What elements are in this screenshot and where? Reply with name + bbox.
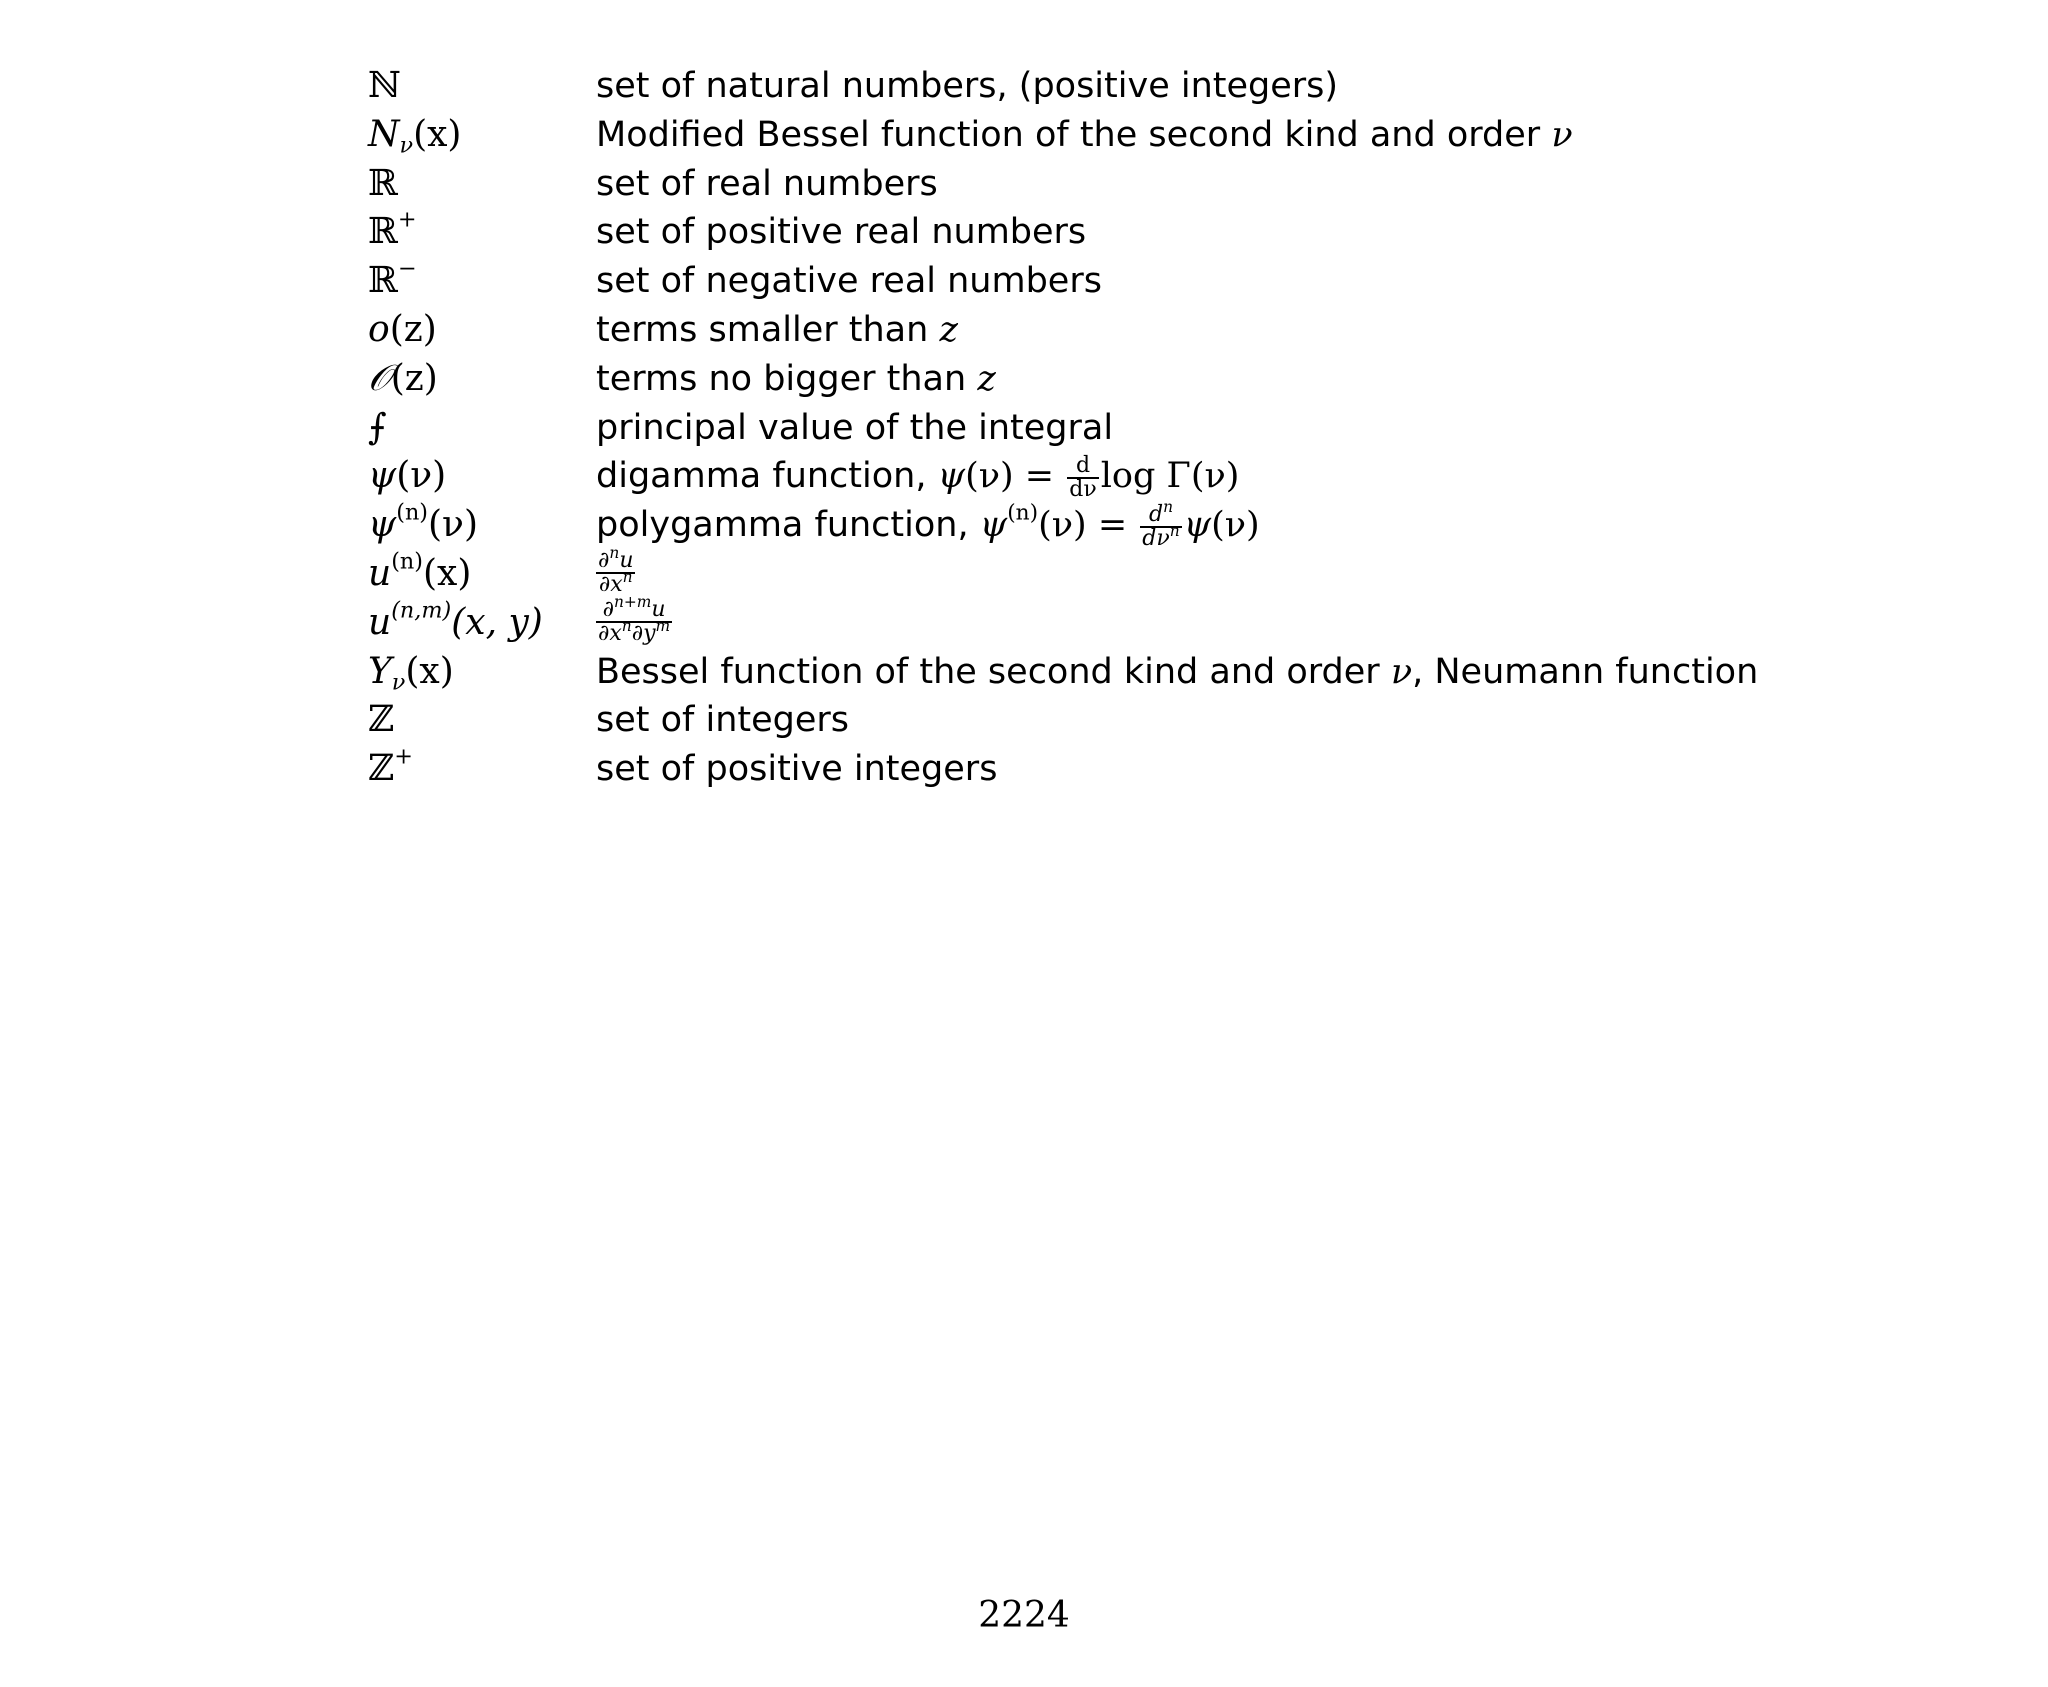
definition-text: polygamma function, — [596, 505, 969, 546]
definition-mixed-partial — [596, 592, 674, 646]
glossary-row-modified-bessel — [368, 111, 1708, 160]
symbol-superscript: (n) — [391, 548, 423, 575]
math-argument: (ν) — [1211, 505, 1260, 546]
definition-text: Bessel function of the second kind and order — [596, 651, 1380, 692]
definition-text: terms smaller than — [596, 309, 929, 350]
symbol-positive-integers — [368, 743, 413, 791]
glossary-row-principal-value — [368, 404, 1708, 453]
definition-text: digamma function, — [596, 456, 927, 497]
definition-big-o — [596, 357, 996, 401]
fraction-partial-x: ∂x — [598, 620, 622, 646]
fraction-exponent: n — [1169, 521, 1180, 540]
fraction-u: u — [651, 596, 666, 622]
glossary-row-real-numbers — [368, 160, 1708, 209]
symbol-polygamma — [368, 499, 478, 547]
fraction-d-nu: dν — [1142, 525, 1170, 551]
fraction-denominator: dν — [1069, 476, 1097, 502]
symbol-nth-derivative — [368, 548, 472, 596]
definition-positive-reals: set of positive real numbers — [596, 212, 1087, 253]
math-argument: (ν) — [965, 456, 1014, 497]
symbol-mixed-partial — [368, 597, 543, 645]
math-fraction — [1067, 452, 1098, 502]
definition-math: z — [939, 309, 958, 350]
math-fraction — [596, 543, 635, 597]
fraction-partial: ∂ — [598, 547, 610, 573]
symbol-argument: (x) — [413, 113, 462, 155]
symbol-text: ℝ — [368, 211, 398, 253]
symbol-natural-numbers — [368, 64, 401, 108]
math-fraction — [596, 592, 672, 646]
fraction-exponent: n — [1163, 497, 1173, 516]
symbol-superscript: + — [394, 743, 413, 770]
fraction-u: u — [619, 547, 634, 573]
symbol-superscript: + — [397, 206, 417, 233]
glossary-row-integers — [368, 696, 1708, 745]
definition-modified-bessel — [596, 113, 1573, 157]
definition-math — [937, 452, 1240, 502]
symbol-superscript: (n) — [396, 499, 429, 526]
symbol-argument: (x, y) — [451, 601, 543, 643]
glossary-row-big-o — [368, 355, 1708, 404]
glossary-row-digamma — [368, 452, 1708, 501]
symbol-subscript: ν — [399, 132, 414, 159]
glossary-row-polygamma — [368, 497, 1708, 551]
definition-text: terms no bigger than — [596, 358, 967, 399]
definition-suffix: , Neumann function — [1412, 651, 1759, 692]
symbol-digamma — [368, 454, 446, 498]
definition-math — [979, 497, 1260, 551]
math-log-gamma: log Γ — [1100, 456, 1191, 497]
glossary-row-nth-derivative — [368, 543, 1708, 599]
symbol-superscript: (n,m) — [391, 597, 452, 624]
symbol-real-numbers — [368, 162, 398, 206]
symbol-bessel-second-kind — [368, 650, 454, 694]
symbol-principal-value — [368, 406, 387, 450]
definition-positive-integers: set of positive integers — [596, 749, 998, 790]
symbol-text: Y — [368, 650, 392, 692]
symbol-negative-reals — [368, 255, 417, 303]
glossary-row-mixed-partial — [368, 592, 1708, 648]
symbol-text: ℝ — [368, 162, 398, 204]
definition-little-o — [596, 308, 958, 352]
symbol-modified-bessel — [368, 113, 461, 157]
definition-math: ν — [1390, 651, 1413, 692]
definition-real-numbers: set of real numbers — [596, 163, 938, 204]
fraction-exponent: n+m — [613, 592, 652, 611]
definition-math: z — [977, 358, 996, 399]
symbol-text: u — [368, 552, 392, 594]
symbol-text: ℤ — [368, 699, 395, 741]
fraction-partial-x: ∂x — [598, 571, 623, 597]
glossary-row-natural-numbers — [368, 62, 1708, 111]
glossary-row-little-o — [368, 306, 1708, 355]
symbol-text: ⨍ — [368, 406, 387, 448]
symbol-argument: (x) — [405, 650, 454, 692]
symbol-text: N — [368, 113, 400, 155]
fraction-d: d — [1148, 501, 1164, 527]
notation-glossary — [368, 62, 1759, 794]
symbol-big-o — [368, 357, 438, 401]
definition-polygamma — [596, 497, 1260, 551]
glossary-row-positive-integers — [368, 745, 1708, 794]
symbol-argument: (ν) — [396, 455, 447, 497]
math-superscript: (n) — [1007, 500, 1039, 526]
math-equals: = — [1097, 505, 1128, 546]
definition-text: Modified Bessel function of the second kind and order — [596, 114, 1541, 155]
math-psi: ψ — [1183, 505, 1212, 546]
glossary-row-positive-reals — [368, 208, 1708, 257]
fraction-exponent: n — [609, 543, 620, 562]
glossary-row-negative-reals — [368, 257, 1708, 306]
fraction-partial-y: ∂y — [631, 620, 656, 646]
symbol-text: ℤ — [368, 748, 395, 790]
page-number: 2224 — [978, 1595, 1070, 1636]
symbol-text: ψ — [368, 455, 397, 497]
fraction-denominator — [1140, 521, 1181, 551]
definition-integers: set of integers — [596, 700, 850, 741]
symbol-text: ℕ — [368, 65, 401, 106]
definition-math: ν — [1551, 114, 1573, 155]
fraction-exponent: n — [621, 616, 632, 635]
symbol-positive-reals — [368, 206, 417, 254]
symbol-text: ℝ — [368, 260, 398, 302]
symbol-integers — [368, 698, 394, 742]
symbol-superscript: − — [397, 255, 417, 282]
definition-natural-numbers: set of natural numbers, (positive integers) — [596, 66, 1339, 106]
math-equals: = — [1024, 456, 1055, 497]
math-fraction — [1140, 497, 1181, 551]
definition-bessel-second-kind — [596, 650, 1758, 694]
fraction-partial: ∂ — [602, 596, 614, 622]
definition-negative-reals: set of negative real numbers — [596, 261, 1102, 302]
symbol-text: o — [368, 308, 390, 350]
symbol-subscript: ν — [391, 669, 406, 696]
symbol-little-o — [368, 308, 437, 352]
fraction-exponent: m — [655, 616, 671, 635]
fraction-numerator: d — [1067, 455, 1098, 479]
symbol-text: u — [368, 601, 392, 643]
definition-digamma — [596, 454, 1239, 501]
symbol-text: ψ — [368, 504, 397, 546]
symbol-argument: (x) — [422, 552, 472, 594]
math-argument: (ν) — [1190, 456, 1240, 497]
definition-principal-value: principal value of the integral — [596, 407, 1114, 448]
symbol-argument: (ν) — [428, 504, 478, 546]
symbol-argument: (z) — [390, 357, 438, 399]
glossary-row-bessel-second-kind — [368, 648, 1759, 697]
math-psi: ψ — [979, 505, 1008, 546]
symbol-text: 𝒪 — [368, 357, 391, 399]
math-psi: ψ — [937, 456, 966, 497]
fraction-denominator — [596, 616, 672, 646]
symbol-argument: (z) — [389, 308, 437, 350]
definition-nth-derivative — [596, 543, 637, 597]
fraction-exponent: n — [622, 567, 633, 586]
math-argument: (ν) — [1038, 505, 1087, 546]
